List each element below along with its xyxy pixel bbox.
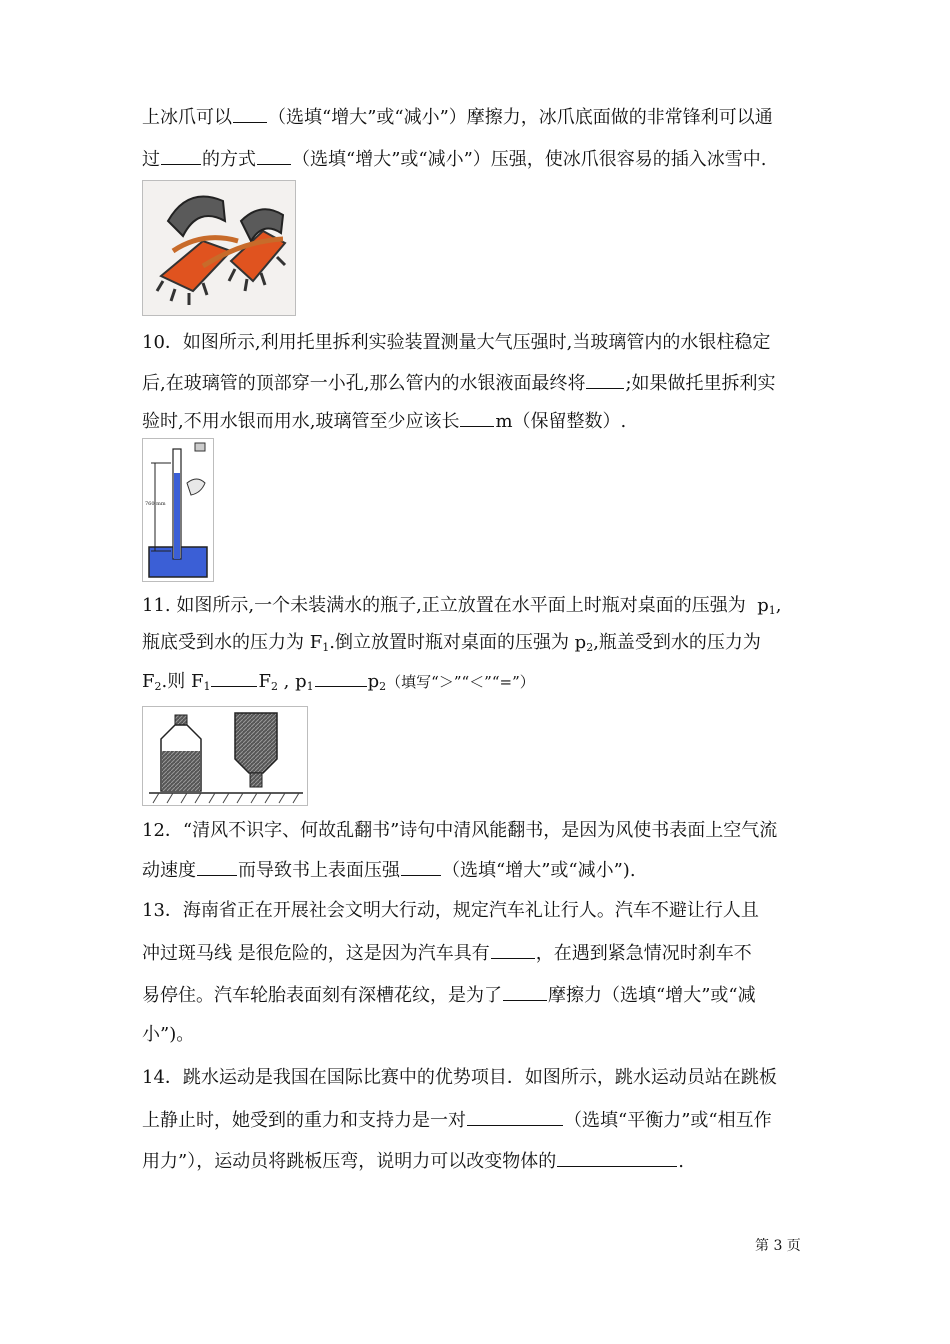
q13-line-4: 小”)。 [142, 1024, 195, 1045]
q11-line-3: $F_2$.则 $F_1$ $F_2$ , $p_1$ $p_2$（填写“＞”“＜”“=”） [142, 668, 822, 699]
answer-blank[interactable] [586, 370, 624, 389]
q13-line-1: 13．海南省正在开展社会文明大行动，规定汽车礼让行人。汽车不避让行人且 [142, 900, 759, 921]
q13-line-2: 冲过斑马线 是很危险的，这是因为汽车具有 ，在遇到紧急情况时刹车不 [142, 940, 822, 966]
answer-blank[interactable] [491, 940, 535, 959]
height-label: 760 mm [145, 501, 166, 507]
q12-line-1: 12．“清风不识字、何故乱翻书”诗句中清风能翻书，是因为风使书表面上空气流 [142, 820, 778, 841]
crampon-figure [142, 180, 296, 316]
q12-line-2: 动速度 而导致书上表面压强 （选填“增大”或“减小”). [142, 857, 822, 883]
answer-blank[interactable] [211, 668, 257, 687]
q14-line-2: 上静止时，她受到的重力和支持力是一对 （选填“平衡力”或“相互作 [142, 1107, 822, 1133]
answer-blank[interactable] [161, 146, 201, 165]
q11-line-1: 11. 如图所示,一个未装满水的瓶子,正立放置在水平面上时瓶对桌面的压强为 $p_1$, [142, 595, 782, 617]
q14-line-1: 14．跳水运动是我国在国际比赛中的优势项目．如图所示，跳水运动员站在跳板 [142, 1067, 777, 1088]
answer-blank[interactable] [467, 1107, 563, 1126]
torricelli-figure [142, 438, 214, 582]
answer-blank[interactable] [233, 104, 267, 123]
answer-blank[interactable] [557, 1148, 677, 1167]
q14-line-3: 用力”），运动员将跳板压弯，说明力可以改变物体的 . [142, 1148, 822, 1174]
q9-line-2: 过 的方式 （选填“增大”或“减小”）压强，使冰爪很容易的插入冰雪中. [142, 146, 822, 172]
answer-blank[interactable] [460, 408, 494, 427]
page-number: 第 3 页 [755, 1238, 801, 1254]
answer-blank[interactable] [503, 982, 547, 1001]
q13-line-3: 易停住。汽车轮胎表面刻有深槽花纹，是为了 摩擦力（选填“增大”或“减 [142, 982, 822, 1008]
answer-blank[interactable] [315, 668, 367, 687]
q11-line-2: 瓶底受到水的压力为 $F_1$.倒立放置时瓶对桌面的压强为 $p_2$,瓶盖受到水的压力为 [142, 632, 761, 654]
answer-blank[interactable] [401, 857, 441, 876]
bottles-figure [142, 706, 308, 806]
q10-line-2: 后,在玻璃管的顶部穿一小孔,那么管内的水银液面最终将 ;如果做托里拆利实 [142, 370, 822, 396]
q9-line-1: 上冰爪可以 （选填“增大”或“减小”）摩擦力，冰爪底面做的非常锋利可以通 [142, 104, 822, 130]
q10-line-3: 验时,不用水银而用水,玻璃管至少应该长 m（保留整数）. [142, 408, 822, 434]
answer-blank[interactable] [257, 146, 291, 165]
q10-line-1: 10．如图所示,利用托里拆利实验装置测量大气压强时,当玻璃管内的水银柱稳定 [142, 332, 771, 353]
answer-blank[interactable] [197, 857, 237, 876]
